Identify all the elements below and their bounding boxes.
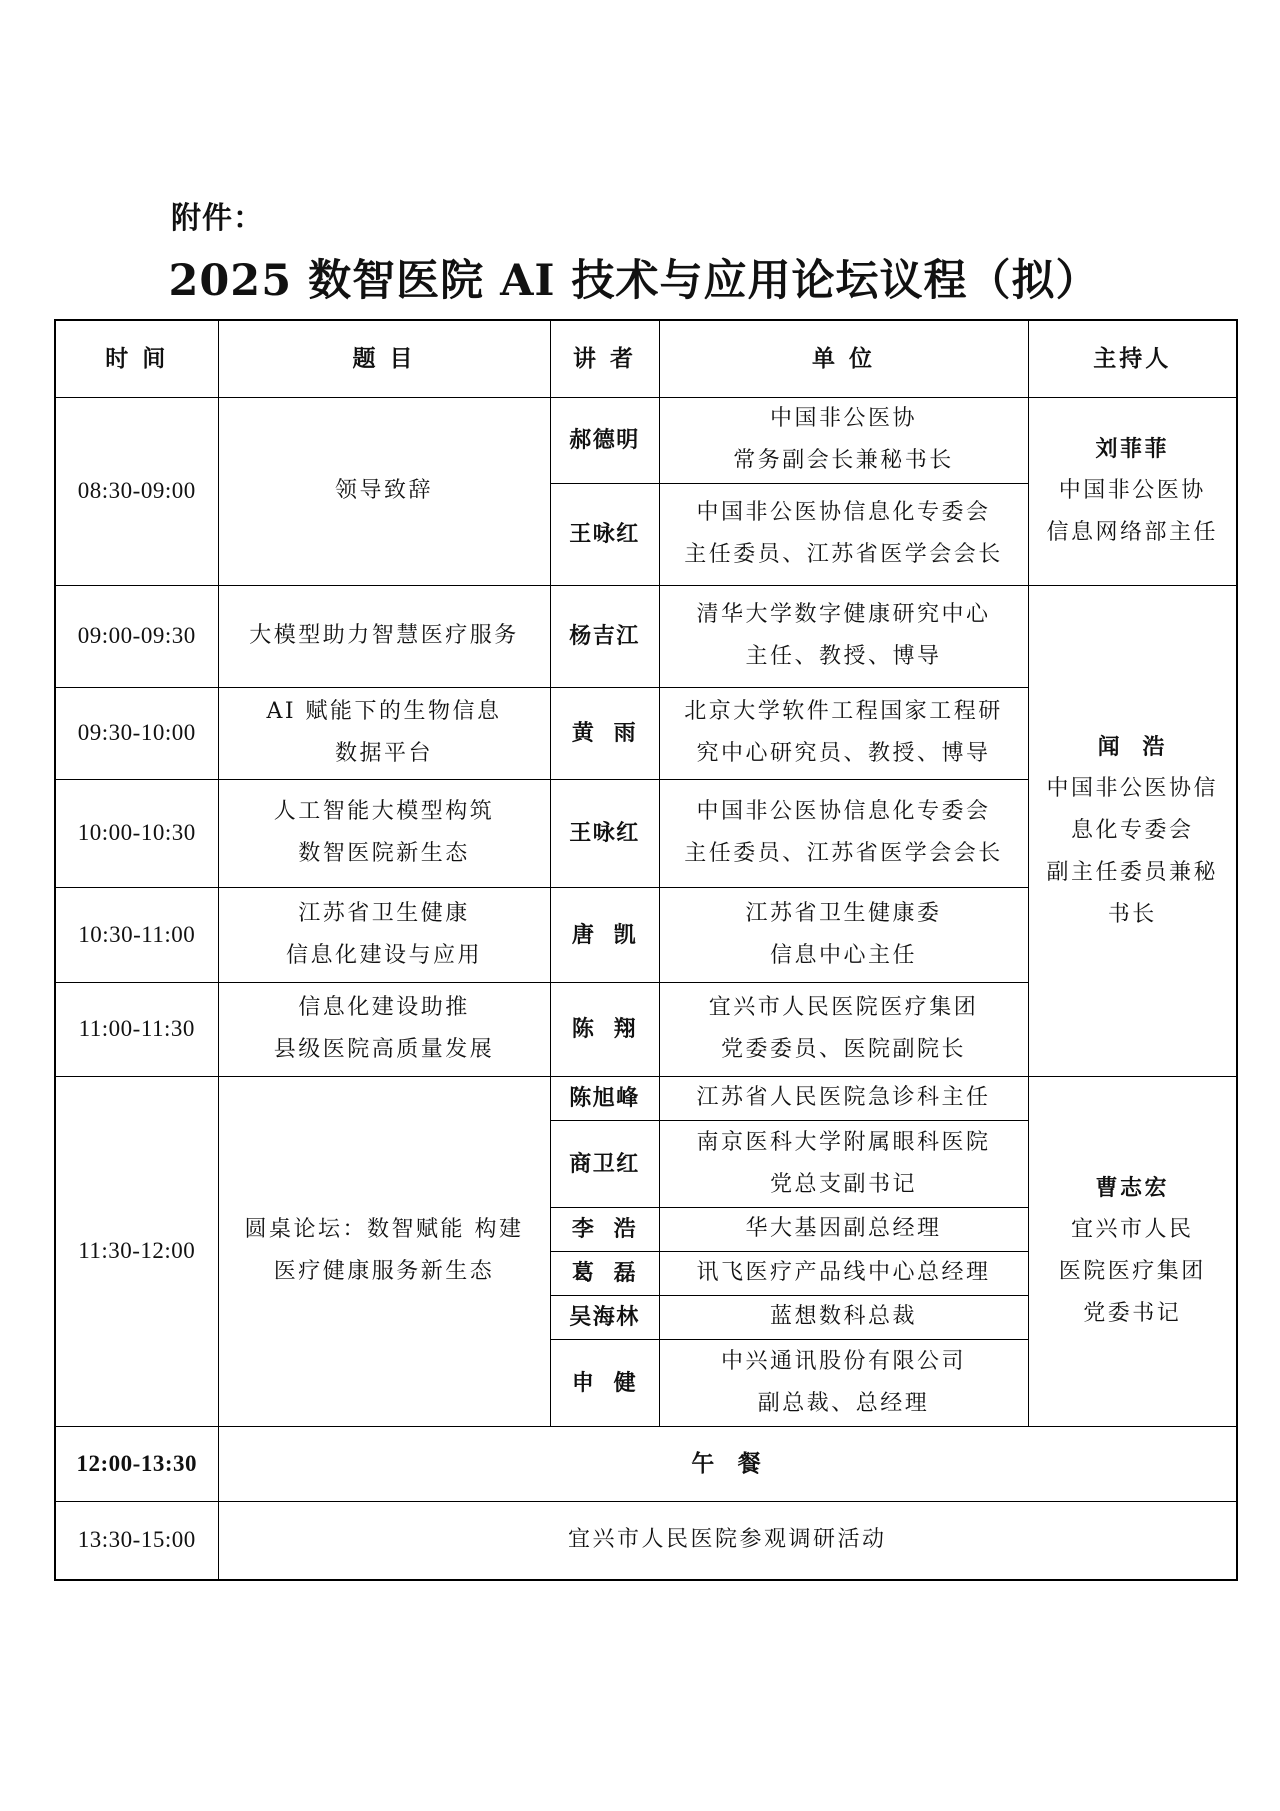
session-time: 10:00-10:30 (55, 779, 218, 887)
lunch-break: 午 餐 (218, 1426, 1237, 1501)
speaker-name: 商卫红 (550, 1120, 659, 1207)
speaker-unit: 蓝想数科总裁 (659, 1295, 1028, 1339)
speaker-unit: 中国非公医协 常务副会长兼秘书长 (659, 397, 1028, 483)
session-topic: AI 赋能下的生物信息 数据平台 (218, 687, 550, 779)
session-time: 09:30-10:00 (55, 687, 218, 779)
speaker-unit: 宜兴市人民医院医疗集团 党委委员、医院副院长 (659, 982, 1028, 1076)
header-unit: 单 位 (659, 320, 1028, 397)
speaker-unit: 中国非公医协信息化专委会 主任委员、江苏省医学会会长 (659, 483, 1028, 585)
speaker-name: 陈旭峰 (550, 1076, 659, 1120)
site-visit-activity: 宜兴市人民医院参观调研活动 (218, 1501, 1237, 1580)
agenda-table (54, 319, 1238, 1581)
session-host (1028, 1076, 1237, 1426)
session-topic: 信息化建设助推 县级医院高质量发展 (218, 982, 550, 1076)
session-time: 09:00-09:30 (55, 585, 218, 687)
table-row (55, 1076, 1237, 1120)
speaker-name: 葛 磊 (550, 1251, 659, 1295)
speaker-unit: 中国非公医协信息化专委会 主任委员、江苏省医学会会长 (659, 779, 1028, 887)
host-title: 中国非公医协 信息网络部主任 (1046, 478, 1218, 545)
speaker-name: 吴海林 (550, 1295, 659, 1339)
speaker-name: 李 浩 (550, 1207, 659, 1251)
session-time: 13:30-15:00 (55, 1501, 218, 1580)
host-name: 刘菲菲 (1095, 436, 1169, 462)
speaker-unit: 华大基因副总经理 (659, 1207, 1028, 1251)
table-header-row (55, 320, 1237, 397)
speaker-unit: 北京大学软件工程国家工程研 究中心研究员、教授、博导 (659, 687, 1028, 779)
session-time: 11:00-11:30 (55, 982, 218, 1076)
speaker-name: 郝德明 (550, 397, 659, 483)
speaker-unit: 江苏省人民医院急诊科主任 (659, 1076, 1028, 1120)
host-name: 闻 浩 (1097, 733, 1167, 760)
table-row (55, 1501, 1237, 1580)
document-title: 2025 数智医院 AI 技术与应用论坛议程（拟） (168, 256, 1100, 306)
speaker-unit: 南京医科大学附属眼科医院 党总支副书记 (659, 1120, 1028, 1207)
session-topic: 圆桌论坛：数智赋能 构建 医疗健康服务新生态 (218, 1076, 550, 1426)
session-time: 10:30-11:00 (55, 887, 218, 982)
speaker-name: 唐 凯 (550, 887, 659, 982)
host-name: 曹志宏 (1095, 1175, 1169, 1201)
speaker-unit: 江苏省卫生健康委 信息中心主任 (659, 887, 1028, 982)
speaker-unit: 讯飞医疗产品线中心总经理 (659, 1251, 1028, 1295)
speaker-unit: 中兴通讯股份有限公司 副总裁、总经理 (659, 1339, 1028, 1426)
speaker-name: 王咏红 (550, 779, 659, 887)
session-topic: 领导致辞 (218, 397, 550, 585)
session-host (1028, 397, 1237, 585)
host-title: 宜兴市人民 医院医疗集团 党委书记 (1058, 1217, 1206, 1326)
speaker-name: 申 健 (550, 1339, 659, 1426)
speaker-name: 杨吉江 (550, 585, 659, 687)
session-host (1028, 585, 1237, 1076)
header-speaker: 讲 者 (550, 320, 659, 397)
speaker-name: 陈 翔 (550, 982, 659, 1076)
header-host: 主持人 (1028, 320, 1237, 397)
header-topic: 题 目 (218, 320, 550, 397)
host-title: 中国非公医协信 息化专委会 副主任委员兼秘 书长 (1046, 775, 1218, 927)
attachment-label: 附件： (171, 201, 264, 236)
session-time: 11:30-12:00 (55, 1076, 218, 1426)
speaker-name: 黄 雨 (550, 687, 659, 779)
session-topic: 人工智能大模型构筑 数智医院新生态 (218, 779, 550, 887)
session-time: 08:30-09:00 (55, 397, 218, 585)
session-topic: 大模型助力智慧医疗服务 (218, 585, 550, 687)
table-row (55, 397, 1237, 483)
table-row (55, 585, 1237, 687)
header-time: 时 间 (55, 320, 218, 397)
session-topic: 江苏省卫生健康 信息化建设与应用 (218, 887, 550, 982)
session-time: 12:00-13:30 (55, 1426, 218, 1501)
speaker-unit: 清华大学数字健康研究中心 主任、教授、博导 (659, 585, 1028, 687)
table-row (55, 1426, 1237, 1501)
speaker-name: 王咏红 (550, 483, 659, 585)
